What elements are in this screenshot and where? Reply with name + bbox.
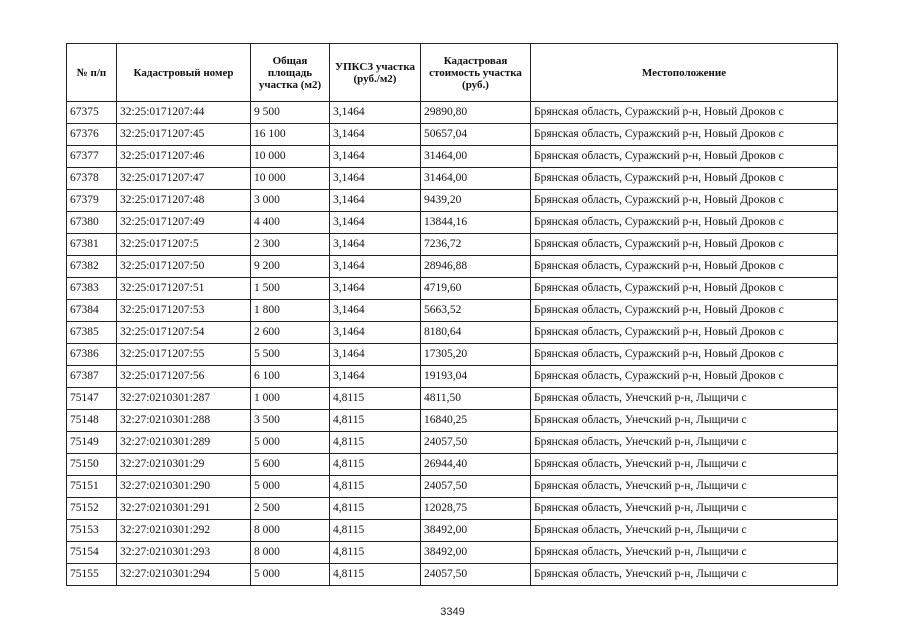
cell-upksz: 4,8115 (330, 564, 421, 586)
cell-cadastral-value: 24057,50 (421, 476, 531, 498)
cell-cadastral-value: 38492,00 (421, 520, 531, 542)
table-row (67, 564, 838, 586)
cell-index: 67375 (67, 102, 117, 124)
cell-index: 67381 (67, 234, 117, 256)
table-row (67, 256, 838, 278)
cell-upksz: 3,1464 (330, 146, 421, 168)
cell-area: 5 000 (251, 564, 330, 586)
header-upksz: УПКСЗ участка (руб./м2) (330, 44, 421, 102)
cell-cadastral-value: 28946,88 (421, 256, 531, 278)
cell-location: Брянская область, Суражский р-н, Новый Дроков с (531, 168, 838, 190)
table-row (67, 146, 838, 168)
table-row (67, 124, 838, 146)
cell-cadastral-number: 32:25:0171207:56 (117, 366, 251, 388)
cell-index: 67387 (67, 366, 117, 388)
cell-area: 2 600 (251, 322, 330, 344)
table-row (67, 344, 838, 366)
cell-index: 67384 (67, 300, 117, 322)
cell-upksz: 3,1464 (330, 366, 421, 388)
cell-area: 5 500 (251, 344, 330, 366)
cell-upksz: 3,1464 (330, 124, 421, 146)
cell-index: 67383 (67, 278, 117, 300)
cell-index: 67377 (67, 146, 117, 168)
cell-index: 67380 (67, 212, 117, 234)
cell-cadastral-value: 31464,00 (421, 168, 531, 190)
cell-cadastral-number: 32:25:0171207:49 (117, 212, 251, 234)
cell-index: 67379 (67, 190, 117, 212)
cell-location: Брянская область, Унечский р-н, Лыщичи с (531, 564, 838, 586)
table-row (67, 410, 838, 432)
header-cadastral-value: Кадастровая стоимость участка (руб.) (421, 44, 531, 102)
cell-cadastral-number: 32:27:0210301:291 (117, 498, 251, 520)
cell-cadastral-number: 32:27:0210301:29 (117, 454, 251, 476)
cell-area: 5 000 (251, 476, 330, 498)
cell-location: Брянская область, Суражский р-н, Новый Дроков с (531, 278, 838, 300)
table-row (67, 542, 838, 564)
cell-area: 8 000 (251, 542, 330, 564)
table-row (67, 234, 838, 256)
cell-area: 9 200 (251, 256, 330, 278)
cell-cadastral-number: 32:27:0210301:293 (117, 542, 251, 564)
cell-cadastral-number: 32:27:0210301:290 (117, 476, 251, 498)
cell-location: Брянская область, Суражский р-н, Новый Дроков с (531, 322, 838, 344)
cell-index: 67385 (67, 322, 117, 344)
cell-location: Брянская область, Унечский р-н, Лыщичи с (531, 520, 838, 542)
cell-location: Брянская область, Суражский р-н, Новый Дроков с (531, 102, 838, 124)
table-row (67, 168, 838, 190)
cell-index: 67386 (67, 344, 117, 366)
cell-upksz: 3,1464 (330, 212, 421, 234)
cell-cadastral-number: 32:25:0171207:5 (117, 234, 251, 256)
cell-area: 3 500 (251, 410, 330, 432)
cell-index: 75150 (67, 454, 117, 476)
cell-area: 1 500 (251, 278, 330, 300)
cell-index: 75152 (67, 498, 117, 520)
table-body (67, 102, 838, 586)
cell-cadastral-number: 32:25:0171207:54 (117, 322, 251, 344)
cell-upksz: 4,8115 (330, 432, 421, 454)
page-number: 3349 (440, 606, 465, 618)
cell-area: 1 000 (251, 388, 330, 410)
cell-cadastral-value: 26944,40 (421, 454, 531, 476)
cell-upksz: 4,8115 (330, 520, 421, 542)
cell-location: Брянская область, Унечский р-н, Лыщичи с (531, 454, 838, 476)
cell-cadastral-number: 32:27:0210301:287 (117, 388, 251, 410)
cell-upksz: 3,1464 (330, 322, 421, 344)
cell-cadastral-value: 9439,20 (421, 190, 531, 212)
cell-upksz: 4,8115 (330, 542, 421, 564)
cell-upksz: 3,1464 (330, 168, 421, 190)
header-area: Общая площадь участка (м2) (251, 44, 330, 102)
header-location: Местоположение (531, 44, 838, 102)
cell-location: Брянская область, Унечский р-н, Лыщичи с (531, 432, 838, 454)
cell-upksz: 3,1464 (330, 234, 421, 256)
cell-area: 1 800 (251, 300, 330, 322)
cell-location: Брянская область, Суражский р-н, Новый Дроков с (531, 366, 838, 388)
table-row (67, 102, 838, 124)
cadastral-table (66, 43, 838, 586)
cell-upksz: 4,8115 (330, 498, 421, 520)
cell-area: 3 000 (251, 190, 330, 212)
cell-area: 4 400 (251, 212, 330, 234)
cell-index: 67378 (67, 168, 117, 190)
cell-upksz: 3,1464 (330, 102, 421, 124)
cell-cadastral-number: 32:25:0171207:46 (117, 146, 251, 168)
cell-upksz: 3,1464 (330, 344, 421, 366)
cell-cadastral-value: 29890,80 (421, 102, 531, 124)
cell-cadastral-value: 31464,00 (421, 146, 531, 168)
table-row (67, 476, 838, 498)
cell-upksz: 3,1464 (330, 278, 421, 300)
cell-area: 2 300 (251, 234, 330, 256)
header-cadastral-number: Кадастровый номер (117, 44, 251, 102)
table-row (67, 454, 838, 476)
header-index: № п/п (67, 44, 117, 102)
cell-index: 75155 (67, 564, 117, 586)
cell-upksz: 4,8115 (330, 388, 421, 410)
cell-area: 10 000 (251, 168, 330, 190)
cell-area: 8 000 (251, 520, 330, 542)
cell-index: 75153 (67, 520, 117, 542)
cell-location: Брянская область, Суражский р-н, Новый Дроков с (531, 190, 838, 212)
cell-index: 75149 (67, 432, 117, 454)
cell-location: Брянская область, Суражский р-н, Новый Дроков с (531, 212, 838, 234)
cell-cadastral-value: 4719,60 (421, 278, 531, 300)
cell-area: 2 500 (251, 498, 330, 520)
cell-cadastral-value: 17305,20 (421, 344, 531, 366)
table-row (67, 278, 838, 300)
cell-index: 67376 (67, 124, 117, 146)
cell-location: Брянская область, Унечский р-н, Лыщичи с (531, 498, 838, 520)
cell-area: 5 600 (251, 454, 330, 476)
table-row (67, 212, 838, 234)
table-row (67, 520, 838, 542)
cell-location: Брянская область, Суражский р-н, Новый Дроков с (531, 234, 838, 256)
table-row (67, 190, 838, 212)
cell-index: 75151 (67, 476, 117, 498)
cell-location: Брянская область, Суражский р-н, Новый Дроков с (531, 344, 838, 366)
cell-index: 67382 (67, 256, 117, 278)
table-row (67, 432, 838, 454)
cell-cadastral-value: 13844,16 (421, 212, 531, 234)
cell-cadastral-value: 5663,52 (421, 300, 531, 322)
cell-cadastral-number: 32:27:0210301:294 (117, 564, 251, 586)
cell-cadastral-value: 8180,64 (421, 322, 531, 344)
cell-area: 16 100 (251, 124, 330, 146)
cell-upksz: 4,8115 (330, 454, 421, 476)
cell-cadastral-number: 32:27:0210301:289 (117, 432, 251, 454)
cell-index: 75154 (67, 542, 117, 564)
cell-cadastral-number: 32:25:0171207:48 (117, 190, 251, 212)
cell-area: 5 000 (251, 432, 330, 454)
cell-area: 6 100 (251, 366, 330, 388)
cell-upksz: 4,8115 (330, 476, 421, 498)
cell-cadastral-value: 24057,50 (421, 432, 531, 454)
table-row (67, 300, 838, 322)
cell-cadastral-value: 24057,50 (421, 564, 531, 586)
cell-cadastral-value: 50657,04 (421, 124, 531, 146)
cell-cadastral-value: 4811,50 (421, 388, 531, 410)
cell-upksz: 3,1464 (330, 256, 421, 278)
cell-upksz: 3,1464 (330, 190, 421, 212)
cell-location: Брянская область, Унечский р-н, Лыщичи с (531, 410, 838, 432)
table-row (67, 322, 838, 344)
cell-location: Брянская область, Суражский р-н, Новый Дроков с (531, 146, 838, 168)
cell-cadastral-value: 16840,25 (421, 410, 531, 432)
table-row (67, 366, 838, 388)
cell-cadastral-number: 32:25:0171207:50 (117, 256, 251, 278)
cell-location: Брянская область, Унечский р-н, Лыщичи с (531, 388, 838, 410)
cell-location: Брянская область, Унечский р-н, Лыщичи с (531, 476, 838, 498)
cell-area: 10 000 (251, 146, 330, 168)
cell-cadastral-number: 32:27:0210301:292 (117, 520, 251, 542)
cell-upksz: 3,1464 (330, 300, 421, 322)
cell-cadastral-value: 7236,72 (421, 234, 531, 256)
cell-location: Брянская область, Суражский р-н, Новый Дроков с (531, 300, 838, 322)
cell-upksz: 4,8115 (330, 410, 421, 432)
cell-area: 9 500 (251, 102, 330, 124)
cell-cadastral-value: 12028,75 (421, 498, 531, 520)
table-row (67, 498, 838, 520)
table-header-row (67, 44, 838, 102)
cell-cadastral-number: 32:25:0171207:47 (117, 168, 251, 190)
cell-cadastral-number: 32:25:0171207:51 (117, 278, 251, 300)
cell-index: 75147 (67, 388, 117, 410)
cell-cadastral-number: 32:25:0171207:55 (117, 344, 251, 366)
cell-location: Брянская область, Суражский р-н, Новый Дроков с (531, 124, 838, 146)
cell-location: Брянская область, Унечский р-н, Лыщичи с (531, 542, 838, 564)
table-row (67, 388, 838, 410)
cell-cadastral-value: 38492,00 (421, 542, 531, 564)
cell-location: Брянская область, Суражский р-н, Новый Дроков с (531, 256, 838, 278)
cell-cadastral-number: 32:25:0171207:53 (117, 300, 251, 322)
cell-index: 75148 (67, 410, 117, 432)
cell-cadastral-number: 32:27:0210301:288 (117, 410, 251, 432)
cell-cadastral-number: 32:25:0171207:44 (117, 102, 251, 124)
cell-cadastral-value: 19193,04 (421, 366, 531, 388)
cell-cadastral-number: 32:25:0171207:45 (117, 124, 251, 146)
